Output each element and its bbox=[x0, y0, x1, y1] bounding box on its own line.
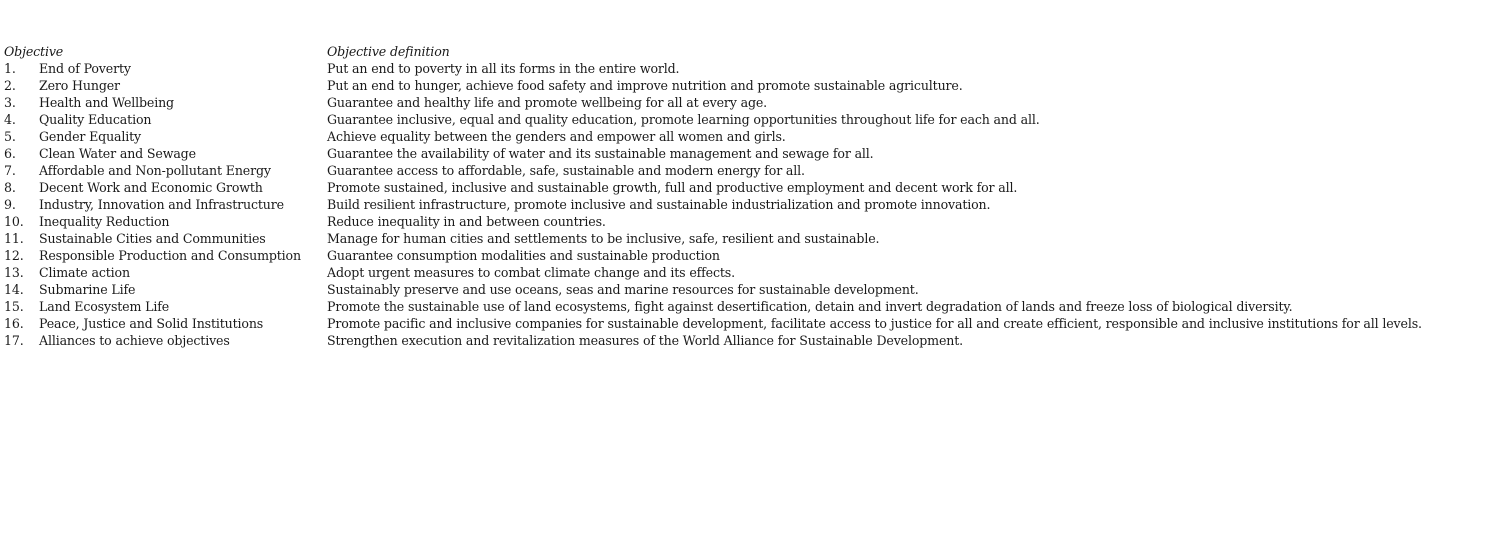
objective-number: 6. bbox=[4, 146, 16, 161]
objective-number: 11. bbox=[4, 231, 24, 246]
objective-number: 3. bbox=[4, 95, 16, 110]
objective-definition: Guarantee access to affordable, safe, sustainable and modern energy for all. bbox=[327, 163, 805, 178]
table-row bbox=[4, 230, 1422, 247]
objective-definition: Manage for human cities and settlements to be inclusive, safe, resilient and sustainable. bbox=[327, 231, 880, 246]
objective-name: Industry, Innovation and Infrastructure bbox=[39, 197, 284, 212]
objective-name: Decent Work and Economic Growth bbox=[39, 180, 263, 195]
objective-definition: Guarantee inclusive, equal and quality education, promote learning opportunities throughout life for each and all. bbox=[327, 112, 1040, 127]
table-row bbox=[4, 332, 1422, 349]
objective-number: 2. bbox=[4, 78, 16, 93]
objective-definition: Guarantee the availability of water and its sustainable management and sewage for all. bbox=[327, 146, 874, 161]
objective-name: Land Ecosystem Life bbox=[39, 299, 170, 314]
objective-name: Submarine Life bbox=[39, 282, 136, 297]
objective-number: 13. bbox=[4, 265, 24, 280]
objective-name: Affordable and Non-pollutant Energy bbox=[39, 163, 271, 178]
objective-name: Sustainable Cities and Communities bbox=[39, 231, 266, 246]
objective-name: Responsible Production and Consumption bbox=[39, 248, 301, 263]
table-row bbox=[4, 94, 1422, 111]
table-row bbox=[4, 247, 1422, 264]
objective-name: Zero Hunger bbox=[39, 78, 120, 93]
table-row bbox=[4, 196, 1422, 213]
table-row bbox=[4, 128, 1422, 145]
objective-number: 17. bbox=[4, 333, 24, 348]
objective-name: Alliances to achieve objectives bbox=[39, 333, 230, 348]
table-row bbox=[4, 162, 1422, 179]
table-row bbox=[4, 213, 1422, 230]
table-row bbox=[4, 145, 1422, 162]
table-row bbox=[4, 264, 1422, 281]
objective-name: Gender Equality bbox=[39, 129, 142, 144]
objective-number: 15. bbox=[4, 299, 24, 314]
objectives-table bbox=[4, 43, 1422, 349]
objective-number: 10. bbox=[4, 214, 24, 229]
objective-definition: Adopt urgent measures to combat climate change and its effects. bbox=[327, 265, 735, 280]
objective-column-header: Objective bbox=[4, 44, 64, 59]
objective-name: Climate action bbox=[39, 265, 130, 280]
objective-number: 9. bbox=[4, 197, 16, 212]
objective-definition: Build resilient infrastructure, promote inclusive and sustainable industrialization and promote innovation. bbox=[327, 197, 991, 212]
table-header-row bbox=[4, 43, 1422, 60]
objective-number: 5. bbox=[4, 129, 16, 144]
table-row bbox=[4, 60, 1422, 77]
objective-definition: Achieve equality between the genders and empower all women and girls. bbox=[327, 129, 786, 144]
objective-name: End of Poverty bbox=[39, 61, 131, 76]
table-row bbox=[4, 298, 1422, 315]
definition-column-header: Objective definition bbox=[327, 44, 450, 59]
objective-definition: Guarantee consumption modalities and sustainable production bbox=[327, 248, 720, 263]
objective-name: Quality Education bbox=[39, 112, 152, 127]
objective-number: 4. bbox=[4, 112, 16, 127]
table-row bbox=[4, 281, 1422, 298]
objective-definition: Reduce inequality in and between countries. bbox=[327, 214, 606, 229]
objective-definition: Promote the sustainable use of land ecosystems, fight against desertification, detain and invert degradation of lands and freeze loss of biological diversity. bbox=[327, 299, 1293, 314]
objective-number: 8. bbox=[4, 180, 16, 195]
objective-name: Peace, Justice and Solid Institutions bbox=[39, 316, 264, 331]
objective-definition: Put an end to hunger, achieve food safety and improve nutrition and promote sustainable agriculture. bbox=[327, 78, 963, 93]
objective-name: Inequality Reduction bbox=[39, 214, 170, 229]
objective-number: 1. bbox=[4, 61, 16, 76]
objective-definition: Strengthen execution and revitalization measures of the World Alliance for Sustainable Development. bbox=[327, 333, 964, 348]
table-body bbox=[4, 60, 1422, 349]
objective-name: Health and Wellbeing bbox=[39, 95, 174, 110]
table-row bbox=[4, 179, 1422, 196]
objective-definition: Sustainably preserve and use oceans, seas and marine resources for sustainable development. bbox=[327, 282, 919, 297]
objective-number: 14. bbox=[4, 282, 24, 297]
table-row bbox=[4, 77, 1422, 94]
objective-definition: Promote sustained, inclusive and sustainable growth, full and productive employment and decent work for all. bbox=[327, 180, 1018, 195]
objective-definition: Guarantee and healthy life and promote wellbeing for all at every age. bbox=[327, 95, 768, 110]
objective-name: Clean Water and Sewage bbox=[39, 146, 196, 161]
table-row bbox=[4, 111, 1422, 128]
objective-number: 12. bbox=[4, 248, 24, 263]
table-row bbox=[4, 315, 1422, 332]
objective-number: 7. bbox=[4, 163, 16, 178]
objective-number: 16. bbox=[4, 316, 24, 331]
objective-definition: Put an end to poverty in all its forms in the entire world. bbox=[327, 61, 680, 76]
objective-definition: Promote pacific and inclusive companies for sustainable development, facilitate access to justice for all and create efficient, responsible and inclusive institutions for all levels. bbox=[327, 316, 1422, 331]
